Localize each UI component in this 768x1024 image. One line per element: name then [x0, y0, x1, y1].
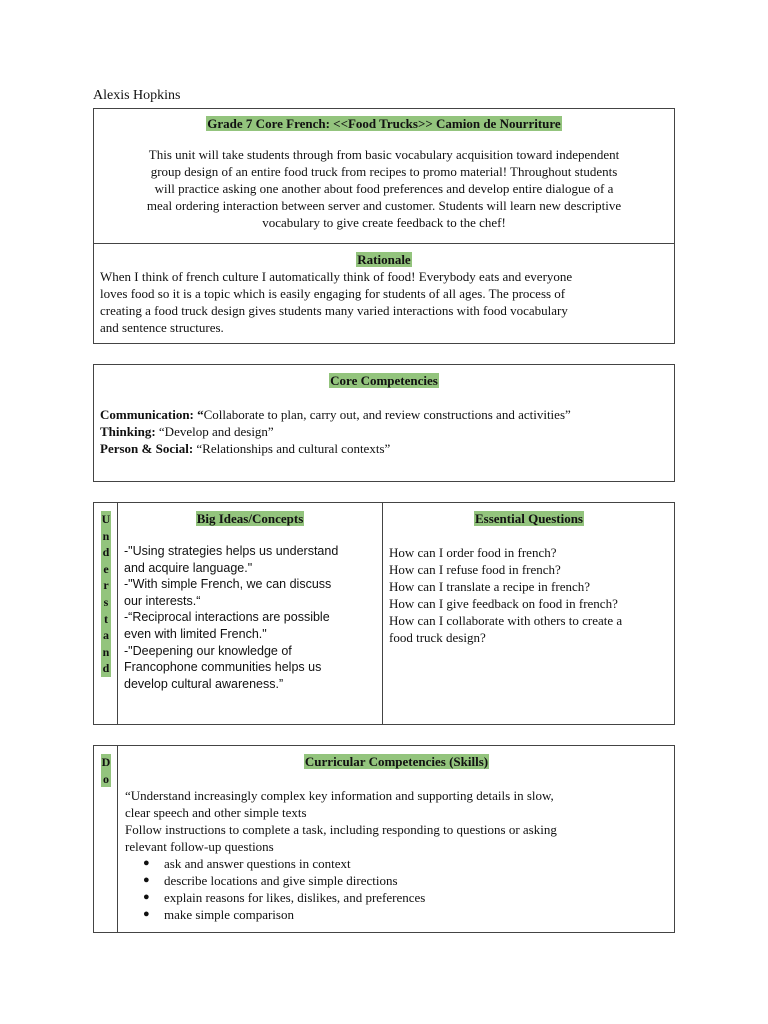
rationale-box — [93, 243, 675, 344]
understand-side-label: U n d e r s t a n d — [101, 512, 111, 676]
list-item: ● explain reasons for likes, dislikes, and preferences — [118, 889, 675, 906]
big-idea-line: develop cultural awareness.” — [124, 676, 284, 691]
essential-question: How can I refuse food in french? — [389, 562, 561, 577]
do-side-label: D o — [101, 755, 111, 786]
list-item: ● describe locations and give simple directions — [118, 872, 675, 889]
competency-thinking: Thinking: “Develop and design” — [100, 424, 274, 439]
essential-questions-heading: Essential Questions — [475, 511, 583, 526]
competency-person-social: Person & Social: “Relationships and cultural contexts” — [100, 441, 391, 456]
rationale-heading: Rationale — [357, 252, 411, 267]
curricular-line: “Understand increasingly complex key information and supporting details in slow, — [125, 788, 554, 803]
essential-question: How can I order food in french? — [389, 545, 557, 560]
big-ideas-list — [118, 543, 382, 692]
rationale-line: loves food so it is a topic which is easily engaging for students of all ages. The process of — [100, 286, 566, 301]
curricular-line: Follow instructions to complete a task, including responding to questions or asking — [125, 822, 557, 837]
big-idea-line: -"Using strategies helps us understand — [124, 544, 339, 558]
list-item: ● make simple comparison — [118, 906, 675, 923]
big-ideas-heading: Big Ideas/Concepts — [196, 511, 304, 526]
essential-questions-list — [383, 544, 675, 646]
unit-description-line: group design of an entire food truck from recipes to promo material! Throughout students — [150, 164, 618, 179]
rationale-line: When I think of french culture I automatically think of food! Everybody eats and everyone — [100, 269, 573, 284]
list-item: ● ask and answer questions in context — [118, 855, 675, 872]
unit-description-line: This unit will take students through from basic vocabulary acquisition toward independent — [148, 147, 620, 162]
understand-table — [93, 502, 675, 725]
author-name: Alexis Hopkins — [93, 88, 181, 103]
essential-question: How can I translate a recipe in french? — [389, 579, 591, 594]
big-idea-line: -"With simple French, we can discuss — [124, 577, 332, 592]
skills-bullet-list — [118, 855, 675, 923]
unit-title: Grade 7 Core French: <<Food Trucks>> Camion de Nourriture — [207, 116, 561, 131]
essential-question: How can I give feedback on food in french? — [389, 596, 618, 611]
do-table — [93, 745, 675, 933]
big-idea-line: and acquire language." — [124, 560, 253, 575]
rationale-line: and sentence structures. — [100, 320, 224, 335]
essential-question: How can I collaborate with others to create a — [389, 613, 623, 628]
unit-description-line: vocabulary to give create feedback to the chef! — [262, 215, 506, 230]
unit-overview-box — [93, 108, 675, 244]
unit-description — [94, 146, 674, 231]
curricular-line: clear speech and other simple texts — [125, 805, 307, 820]
curricular-line: relevant follow-up questions — [125, 839, 274, 854]
curricular-competencies-heading: Curricular Competencies (Skills) — [304, 754, 489, 769]
big-idea-line: our interests.“ — [124, 593, 201, 608]
competency-communication: Communication: “Collaborate to plan, carry out, and review constructions and activities” — [100, 407, 571, 422]
unit-description-line: will practice asking one another about food preferences and develop entire dialogue of a — [154, 181, 614, 196]
essential-question: food truck design? — [389, 630, 486, 645]
core-competencies-box — [93, 364, 675, 482]
core-competencies-heading: Core Competencies — [330, 373, 438, 388]
rationale-line: creating a food truck design gives students many varied interactions with food vocabulary — [100, 303, 568, 318]
big-idea-line: -“Reciprocal interactions are possible — [124, 610, 330, 625]
curricular-competencies-text — [118, 787, 675, 855]
unit-description-line: meal ordering interaction between server and customer. Students will learn new descriptive — [146, 198, 622, 213]
rationale-text — [94, 268, 674, 336]
big-idea-line: even with limited French." — [124, 626, 267, 641]
big-idea-line: Francophone communities helps us — [124, 660, 322, 675]
big-idea-line: -"Deepening our knowledge of — [124, 643, 292, 658]
